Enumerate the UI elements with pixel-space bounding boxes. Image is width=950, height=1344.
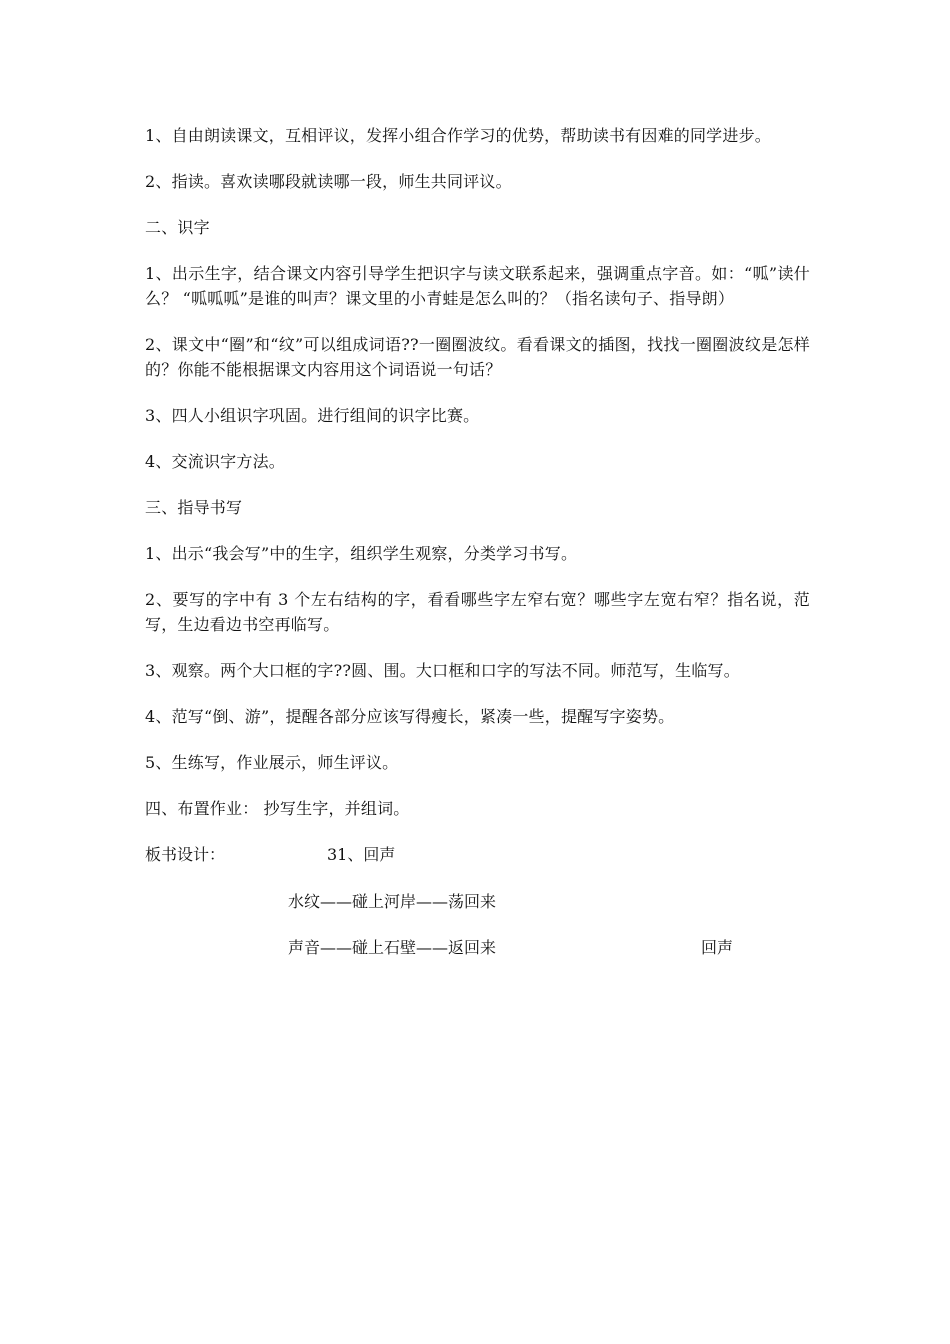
section-heading-writing: 三、指导书写 [145,498,243,517]
paragraph-7: 1、出示“我会写”中的生字，组织学生观察，分类学习书写。 [145,544,578,563]
board-title: 31、回声 [327,845,396,864]
section-heading-literacy: 二、识字 [145,218,210,237]
paragraph-11: 5、生练写，作业展示，师生评议。 [145,753,399,772]
board-design [145,842,810,972]
board-right-label: 回声 [701,938,734,957]
board-label: 板书设计： [145,845,226,864]
paragraph-9: 3、观察。两个大口框的字??圆、围。大口框和口字的写法不同。师范写，生临写。 [145,661,740,680]
document-page [145,123,810,972]
paragraph-5: 3、四人小组识字巩固。进行组间的识字比赛。 [145,406,480,425]
board-line-1: 水纹——碰上河岸——荡回来 [288,892,497,911]
paragraph-4: 2、课文中“圈”和“纹”可以组成词语??一圈圈波纹。看看课文的插图，找找一圈圈波纹是怎样的？你能不能根据课文内容用这个词语说一句话？ [145,335,810,379]
paragraph-1: 1、自由朗读课文，互相评议，发挥小组合作学习的优势，帮助读书有因难的同学进步。 [145,126,771,145]
paragraph-8: 2、要写的字中有 3 个左右结构的字，看看哪些字左窄右宽？哪些字左宽右窄？指名说，范写，生边看边书空再临写。 [145,590,810,634]
section-heading-homework: 四、布置作业： 抄写生字，并组词。 [145,799,410,818]
paragraph-2: 2、指读。喜欢读哪段就读哪一段，师生共同评议。 [145,172,512,191]
paragraph-6: 4、交流识字方法。 [145,452,285,471]
paragraph-3: 1、出示生字，结合课文内容引导学生把识字与读文联系起来，强调重点字音。如：“呱”读什么？ “呱呱呱”是谁的叫声？课文里的小青蛙是怎么叫的？（指名读句子、指导朗） [145,264,810,308]
paragraph-10: 4、范写“倒、游”，提醒各部分应该写得瘦长，紧凑一些，提醒写字姿势。 [145,707,675,726]
board-line-2: 声音——碰上石壁——返回来 [288,938,497,957]
